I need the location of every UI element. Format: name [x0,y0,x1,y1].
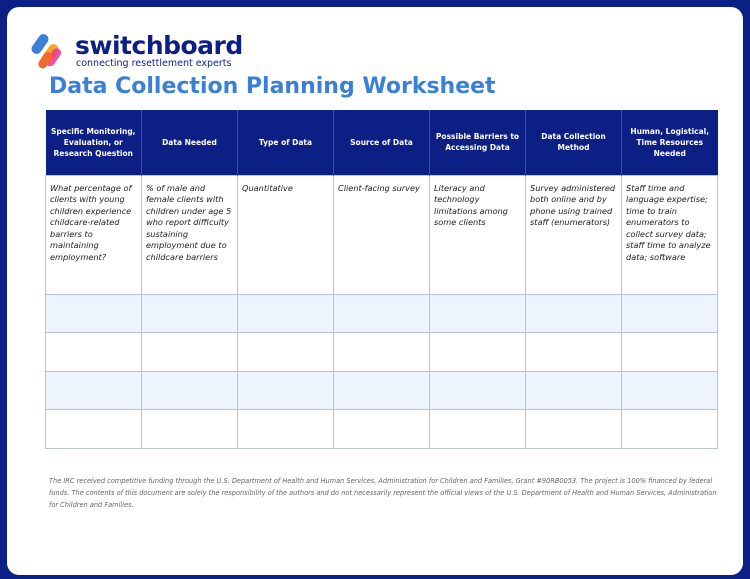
empty-cell[interactable] [238,294,334,333]
empty-cell[interactable] [430,333,526,372]
empty-cell[interactable] [334,371,430,410]
empty-cell[interactable] [622,410,718,449]
funding-disclaimer: The IRC received competitive funding through the U.S. Department of Health and Human Services, Administration for Children and Families, Grant #90RB0053. The project is 100% financed by federal funds. The contents of this document are solely the responsibility of the authors and do not necessarily represent the official views of the U.S. Department of Health and Human Services, Administration for Children and Families. [49,477,717,509]
empty-cell[interactable] [430,371,526,410]
empty-cell[interactable] [526,371,622,410]
table-cell: % of male and female clients with children under age 5 who report difficulty sustaining employment due to childcare barriers [142,175,238,294]
empty-cell[interactable] [46,410,142,449]
column-header: Source of Data [334,110,430,175]
empty-cell[interactable] [622,371,718,410]
table-cell: Survey administered both online and by phone using trained staff (enumerators) [526,175,622,294]
empty-row [46,371,718,410]
table-cell: Quantitative [238,175,334,294]
column-header: Type of Data [238,110,334,175]
brand-tagline: connecting resettlement experts [76,58,232,69]
empty-cell[interactable] [238,410,334,449]
column-header: Data Needed [142,110,238,175]
empty-cell[interactable] [46,333,142,372]
empty-cell[interactable] [142,371,238,410]
empty-cell[interactable] [622,333,718,372]
empty-cell[interactable] [430,410,526,449]
empty-cell[interactable] [430,294,526,333]
empty-cell[interactable] [526,333,622,372]
table-cell: Client-facing survey [334,175,430,294]
column-header: Specific Monitoring, Evaluation, or Research Question [46,110,142,175]
table-header-row [46,110,718,175]
empty-cell[interactable] [334,410,430,449]
worksheet-table [45,110,718,449]
empty-row [46,294,718,333]
empty-cell[interactable] [334,333,430,372]
column-header: Data Collection Method [526,110,622,175]
empty-row [46,333,718,372]
page-title: Data Collection Planning Worksheet [49,74,496,99]
table-cell: What percentage of clients with young children experience childcare-related barriers to maintaining employment? [46,175,142,294]
empty-cell[interactable] [142,410,238,449]
empty-cell[interactable] [622,294,718,333]
column-header: Human, Logistical, Time Resources Needed [622,110,718,175]
empty-cell[interactable] [526,410,622,449]
table-cell: Literacy and technology limitations among some clients [430,175,526,294]
switchboard-logo-icon [31,31,67,71]
column-header: Possible Barriers to Accessing Data [430,110,526,175]
empty-cell[interactable] [238,333,334,372]
empty-cell[interactable] [46,371,142,410]
worksheet-page [7,7,743,575]
table-row [46,175,718,294]
table-cell: Staff time and language expertise; time to train enumerators to collect survey data; staff time to analyze data; software [622,175,718,294]
empty-cell[interactable] [142,294,238,333]
empty-cell[interactable] [46,294,142,333]
empty-cell[interactable] [334,294,430,333]
empty-row [46,410,718,449]
brand-name: switchboard [75,31,243,60]
empty-cell[interactable] [526,294,622,333]
empty-cell[interactable] [142,333,238,372]
empty-cell[interactable] [238,371,334,410]
